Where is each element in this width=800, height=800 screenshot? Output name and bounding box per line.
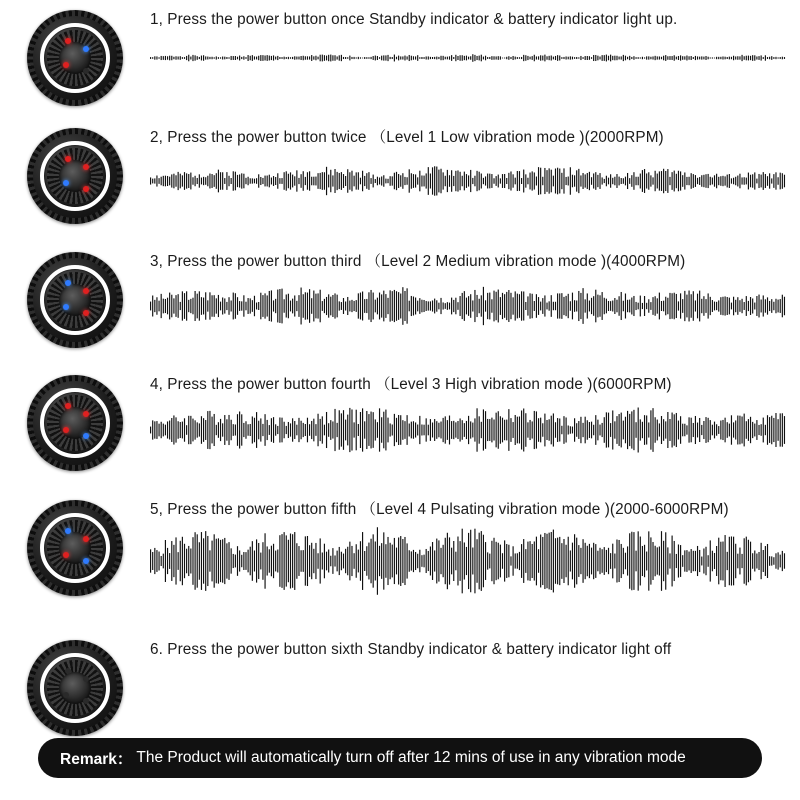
step-caption: 3, Press the power button third （Level 2 Medium vibration mode )(4000RPM) xyxy=(150,253,686,270)
waveform-holder xyxy=(150,277,786,335)
indicator-led-2 xyxy=(83,676,89,682)
waveform xyxy=(150,35,786,81)
indicator-led-3 xyxy=(63,427,69,433)
indicator-led-4 xyxy=(83,433,89,439)
waveform-holder xyxy=(150,525,786,597)
indicator-led-4 xyxy=(83,698,89,704)
waveform xyxy=(150,153,786,209)
indicator-led-2 xyxy=(83,536,89,542)
device-cell xyxy=(0,128,150,224)
step-content xyxy=(150,128,800,209)
step-content xyxy=(150,640,800,659)
instruction-row xyxy=(0,252,800,348)
indicator-led-1 xyxy=(65,668,71,674)
step-content xyxy=(150,10,800,81)
indicator-led-4 xyxy=(83,558,89,564)
indicator-led-1 xyxy=(65,156,71,162)
waveform xyxy=(150,400,786,460)
instruction-row xyxy=(0,128,800,224)
device-hub xyxy=(47,395,103,451)
device-off xyxy=(27,640,123,736)
device-cell xyxy=(0,10,150,106)
device-hub xyxy=(47,520,103,576)
waveform xyxy=(150,277,786,335)
device-cell xyxy=(0,640,150,736)
device-hub xyxy=(47,30,103,86)
device-standby xyxy=(27,10,123,106)
waveform-holder xyxy=(150,153,786,209)
indicator-led-1 xyxy=(65,403,71,409)
device-level-4 xyxy=(27,500,123,596)
device-cell xyxy=(0,375,150,471)
device-hub xyxy=(47,660,103,716)
indicator-led-1 xyxy=(65,38,71,44)
step-caption: 5, Press the power button fifth （Level 4 Pulsating vibration mode )(2000-6000RPM) xyxy=(150,501,729,518)
step-content xyxy=(150,500,800,597)
indicator-led-3 xyxy=(63,552,69,558)
device-level-2 xyxy=(27,252,123,348)
indicator-led-2 xyxy=(83,411,89,417)
indicator-led-2 xyxy=(83,288,89,294)
step-caption: 4, Press the power button fourth （Level 3 High vibration mode )(6000RPM) xyxy=(150,376,672,393)
indicator-led-3 xyxy=(63,62,69,68)
step-caption: 6. Press the power button sixth Standby indicator & battery indicator light off xyxy=(150,641,672,658)
indicator-led-4 xyxy=(83,186,89,192)
device-hub xyxy=(47,148,103,204)
indicator-led-2 xyxy=(83,164,89,170)
step-caption: 2, Press the power button twice （Level 1 Low vibration mode )(2000RPM) xyxy=(150,129,664,146)
instruction-row xyxy=(0,375,800,471)
remark-text: The Product will automatically turn off after 12 mins of use in any vibration mode xyxy=(136,749,686,766)
remark-label: Remark： xyxy=(60,751,133,768)
indicator-led-3 xyxy=(63,180,69,186)
indicator-led-3 xyxy=(63,692,69,698)
indicator-led-1 xyxy=(65,528,71,534)
instruction-row xyxy=(0,640,800,736)
indicator-led-3 xyxy=(63,304,69,310)
waveform xyxy=(150,525,786,597)
device-level-3 xyxy=(27,375,123,471)
waveform-holder xyxy=(150,35,786,81)
device-cell xyxy=(0,500,150,596)
instruction-row xyxy=(0,10,800,106)
indicator-led-4 xyxy=(83,68,89,74)
remark-bar xyxy=(38,738,762,778)
device-hub xyxy=(47,272,103,328)
step-caption: 1, Press the power button once Standby indicator & battery indicator light up. xyxy=(150,11,678,28)
device-level-1 xyxy=(27,128,123,224)
instruction-row xyxy=(0,500,800,597)
device-cell xyxy=(0,252,150,348)
indicator-led-2 xyxy=(83,46,89,52)
step-content xyxy=(150,252,800,335)
indicator-led-4 xyxy=(83,310,89,316)
indicator-led-1 xyxy=(65,280,71,286)
step-content xyxy=(150,375,800,460)
waveform-holder xyxy=(150,400,786,460)
